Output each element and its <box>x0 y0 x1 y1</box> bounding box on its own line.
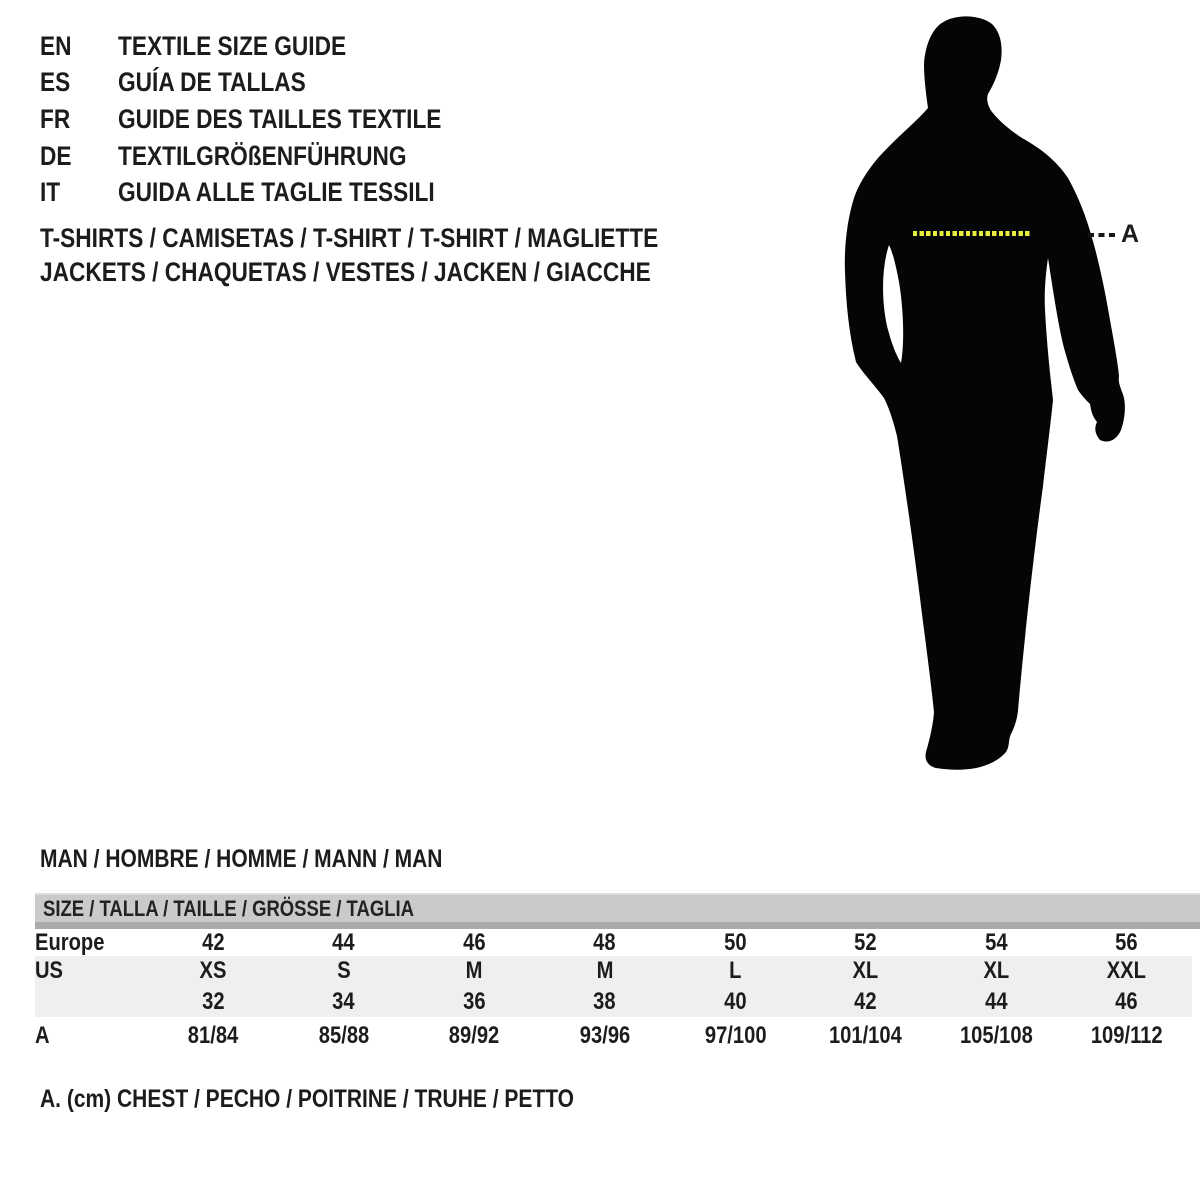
cell-value: 101/104 <box>829 1022 903 1049</box>
table-row-chest-cm <box>35 1017 1192 1055</box>
cell-value: 38 <box>593 987 616 1015</box>
row-label: US <box>35 957 64 985</box>
cell-value: L <box>729 957 742 985</box>
language-code: DE <box>40 140 72 171</box>
language-code: FR <box>40 103 71 134</box>
cell-value: XS <box>199 957 227 985</box>
chest-measure-dotted-line <box>913 231 1032 236</box>
language-title: GUIDA ALLE TAGLIE TESSILI <box>118 177 435 208</box>
language-row-fr <box>40 101 503 138</box>
category-jackets: JACKETS / CHAQUETAS / VESTES / JACKEN / GIACCHE <box>40 257 651 288</box>
cell-value: 36 <box>463 987 486 1015</box>
cell-value: 89/92 <box>449 1022 500 1049</box>
measure-leader-dashes <box>1088 233 1119 237</box>
cell-value: XL <box>852 957 879 985</box>
category-tshirts: T-SHIRTS / CAMISETAS / T-SHIRT / T-SHIRT / MAGLIETTE <box>40 222 659 253</box>
language-title: GUÍA DE TALLAS <box>118 67 306 98</box>
size-table-header-bar <box>35 893 1200 929</box>
cell-value: 109/112 <box>1090 1022 1163 1049</box>
cell-value: 81/84 <box>188 1022 239 1049</box>
size-table-header-label: SIZE / TALLA / TAILLE / GRÖSSE / TAGLIA <box>43 895 414 921</box>
cell-value: 44 <box>332 928 355 956</box>
language-list <box>40 28 503 211</box>
language-code: EN <box>40 30 72 61</box>
size-table <box>35 929 1192 1055</box>
language-title: TEXTILGRÖßENFÜHRUNG <box>118 140 407 171</box>
cell-value: 34 <box>332 987 355 1015</box>
cell-value: M <box>596 957 614 985</box>
cell-value: 105/108 <box>959 1022 1033 1049</box>
cell-value: XL <box>983 957 1010 985</box>
cell-value: 93/96 <box>579 1022 630 1049</box>
cell-value: 44 <box>985 987 1008 1015</box>
chest-measure-note: A. (cm) CHEST / PECHO / POITRINE / TRUHE / PETTO <box>40 1085 575 1113</box>
cell-value: 50 <box>724 928 747 956</box>
table-row-us <box>35 956 1192 987</box>
table-row-numeric <box>35 987 1192 1018</box>
cell-value: M <box>465 957 483 985</box>
language-row-es <box>40 65 503 102</box>
language-title: TEXTILE SIZE GUIDE <box>118 30 347 61</box>
man-silhouette-shape <box>845 16 1125 769</box>
cell-value: 48 <box>593 928 616 956</box>
language-title: GUIDE DES TAILLES TEXTILE <box>118 103 442 134</box>
language-row-it <box>40 174 503 211</box>
cell-value: 42 <box>202 928 225 956</box>
cell-value: 46 <box>463 928 486 956</box>
man-silhouette <box>840 10 1140 780</box>
cell-value: 54 <box>985 928 1008 956</box>
cell-value: 42 <box>854 987 877 1015</box>
cell-value: 56 <box>1115 928 1138 956</box>
measure-label-a: A <box>1121 220 1140 248</box>
product-categories <box>40 221 776 290</box>
cell-value: 46 <box>1115 987 1138 1015</box>
cell-value: XXL <box>1107 957 1147 985</box>
row-label: A <box>35 1022 50 1049</box>
cell-value: 40 <box>724 987 747 1015</box>
cell-value: 32 <box>202 987 225 1015</box>
cell-value: 97/100 <box>704 1022 767 1049</box>
gender-heading: MAN / HOMBRE / HOMME / MANN / MAN <box>40 845 443 873</box>
language-row-de <box>40 138 503 175</box>
row-label: Europe <box>35 928 105 956</box>
cell-value: S <box>337 957 351 985</box>
cell-value: 85/88 <box>318 1022 369 1049</box>
cell-value: 52 <box>854 928 877 956</box>
language-row-en <box>40 28 503 65</box>
language-code: ES <box>40 67 71 98</box>
language-code: IT <box>40 177 61 208</box>
table-row-europe <box>35 929 1192 956</box>
